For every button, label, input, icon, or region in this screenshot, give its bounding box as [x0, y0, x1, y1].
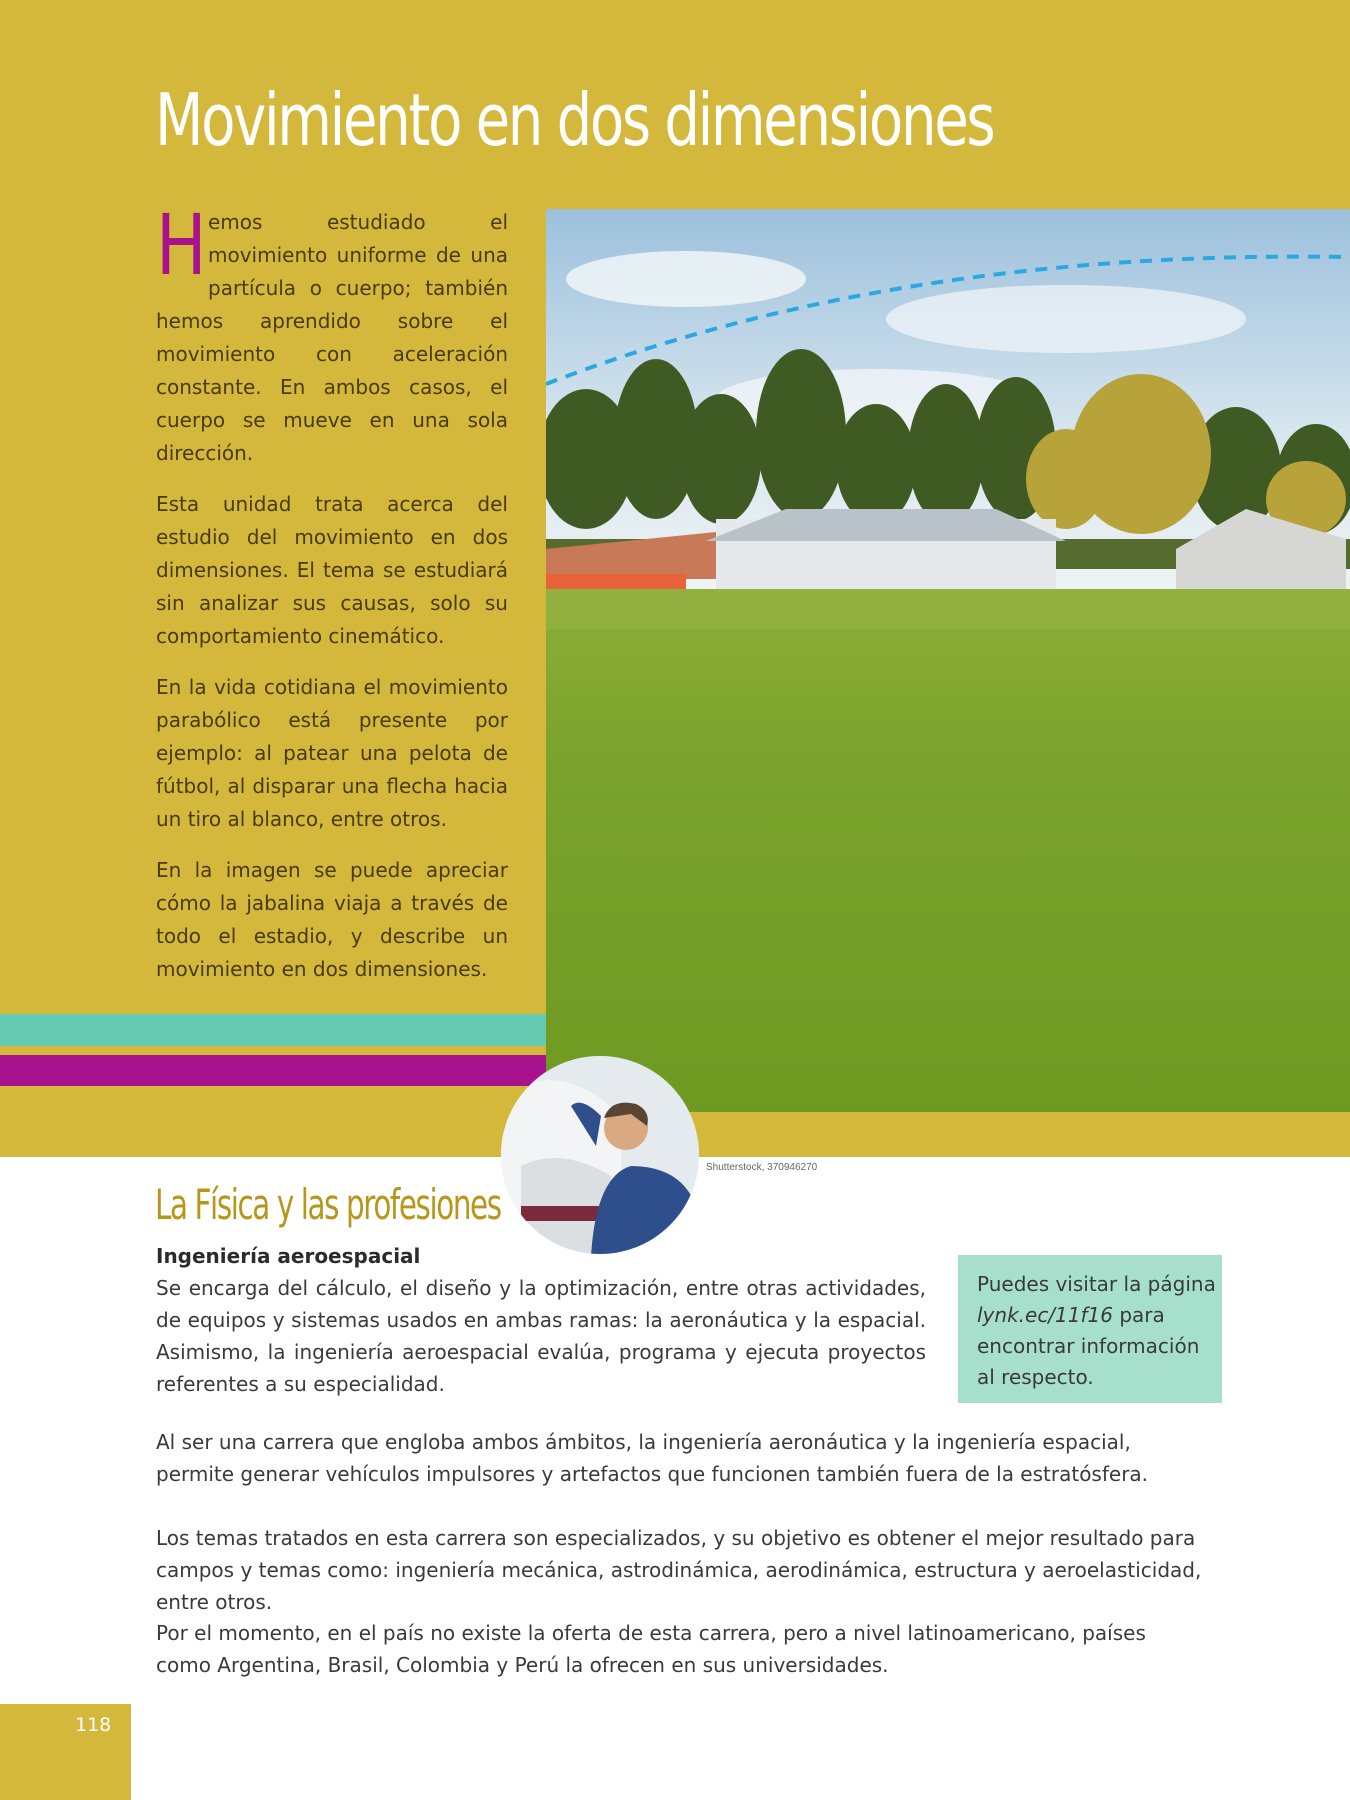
teal-stripe [0, 1014, 546, 1046]
page-number-box [0, 1704, 131, 1800]
tip-text-after: para encontrar información al respecto. [977, 1303, 1200, 1389]
intro-paragraph-3: En la vida cotidiana el movimiento parabólico está presente por ejemplo: al patear una pelota de fútbol, al disparar una flecha hacia un tiro al blanco, entre otros. [156, 675, 508, 831]
intro-paragraph-4: En la imagen se puede apreciar cómo la jabalina viaja a través de todo el estadio, y describe un movimiento en dos dimensiones. [156, 858, 508, 981]
magenta-stripe [0, 1055, 546, 1086]
profession-paragraph-1: Se encarga del cálculo, el diseño y la optimización, entre otras actividades, de equipos y sistemas usados en ambas ramas: la aeronáutica y la espacial. Asimismo, la ingeniería aeroespacial evalúa, programa y ejecuta proyectos referentes a su especialidad. [156, 1276, 926, 1396]
page-title: Movimiento en dos dimensiones [155, 78, 994, 162]
drop-cap: H [156, 196, 207, 294]
image-credit: Shutterstock, 370946270 [706, 1162, 818, 1173]
profession-paragraph-2: Al ser una carrera que engloba ambos ámbitos, la ingeniería aeronáutica y la ingeniería espacial, permite generar vehículos impulsores y artefactos que funcionen también fuera de la estratósfera. [156, 1430, 1149, 1486]
intro-paragraph-1 [156, 196, 508, 470]
field-photo [546, 209, 1350, 1112]
tip-text-before: Puedes visitar la página [977, 1272, 1216, 1296]
intro-paragraph-2: Esta unidad trata acerca del estudio del movimiento en dos dimensiones. El tema se estudiará sin analizar sus causas, solo su comportamiento cinemático. [156, 492, 508, 648]
page-number: 118 [75, 1714, 112, 1736]
profession-paragraph-3: Los temas tratados en esta carrera son especializados, y su objetivo es obtener el mejor resultado para campos y temas como: ingeniería mecánica, astrodinámica, aerodinámica, estructura y aeroelasticidad, entre otros. [156, 1526, 1202, 1614]
tip-box [958, 1255, 1222, 1403]
intro-paragraph-1-text: emos estudiado el movimiento uniforme de una partícula o cuerpo; también hemos aprendido sobre el movimiento con aceleración constante. En ambos casos, el cuerpo se mueve en una sola dirección. [156, 210, 508, 465]
section-title: La Física y las profesiones [155, 1180, 501, 1229]
engineer-photo [501, 1056, 699, 1254]
intro-column [156, 196, 508, 1004]
tip-text [977, 1269, 1222, 1393]
tip-link[interactable]: lynk.ec/11f16 [977, 1303, 1113, 1327]
profession-paragraph-4: Por el momento, en el país no existe la oferta de esta carrera, pero a nivel latinoamericano, países como Argentina, Brasil, Colombia y Perú la ofrecen en sus universidades. [156, 1621, 1146, 1677]
subheading: Ingeniería aeroespacial [156, 1244, 421, 1268]
